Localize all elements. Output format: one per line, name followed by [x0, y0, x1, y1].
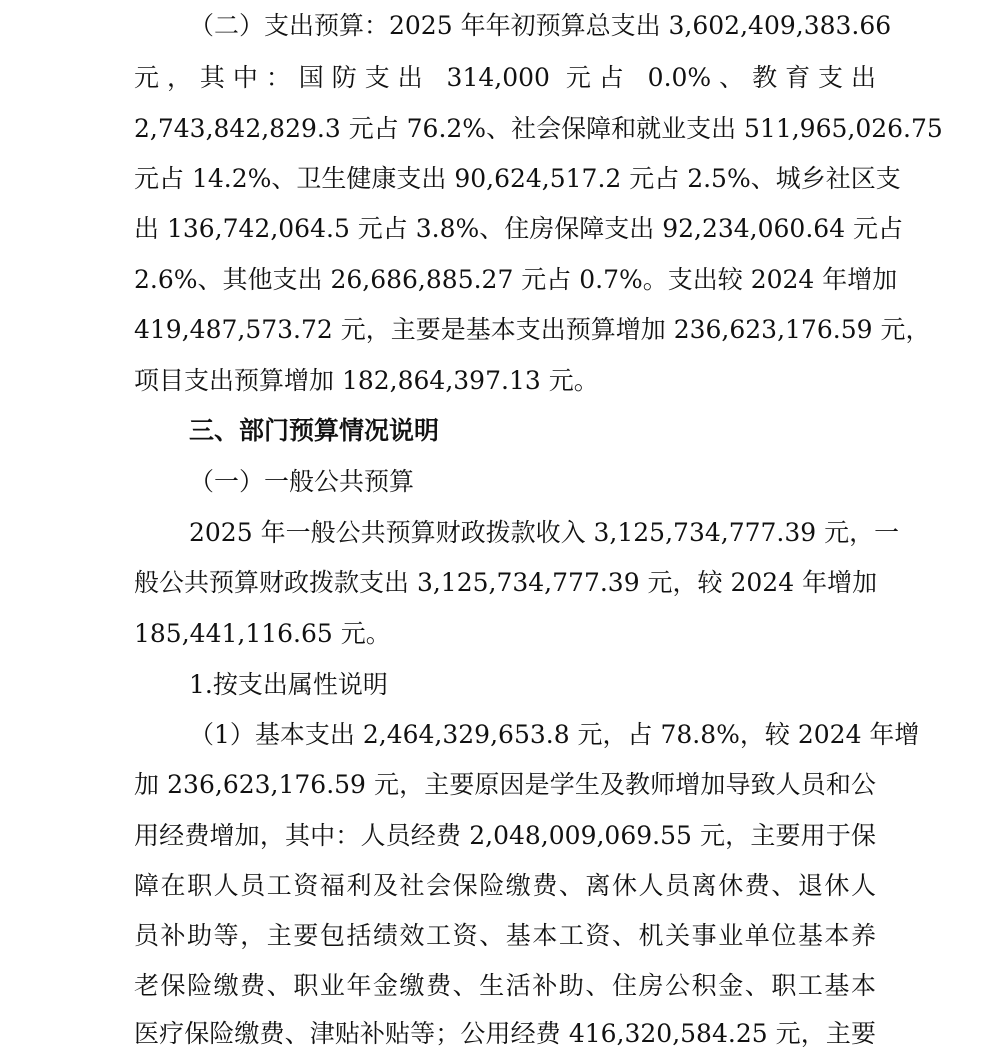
- paragraph-line: 出 136,742,064.5 元占 3.8%、住房保障支出 92,234,060.64 元占: [134, 214, 904, 243]
- paragraph-line: 元，其中：国防支出 314,000 元占 0.0%、教育支出: [134, 63, 876, 92]
- paragraph-line: 般公共预算财政拨款支出 3,125,734,777.39 元，较 2024 年增加: [134, 568, 878, 597]
- paragraph-line: 项目支出预算增加 182,864,397.13 元。: [134, 366, 599, 395]
- paragraph-line: 185,441,116.65 元。: [134, 619, 391, 648]
- paragraph-line: 2.6%、其他支出 26,686,885.27 元占 0.7%。支出较 2024 年增加: [134, 265, 898, 294]
- paragraph-line: 用经费增加，其中：人员经费 2,048,009,069.55 元，主要用于保: [134, 821, 876, 850]
- paragraph-line: 2,743,842,829.3 元占 76.2%、社会保障和就业支出 511,965,026.75: [134, 114, 943, 143]
- paragraph-line: 老保险缴费、职业年金缴费、生活补助、住房公积金、职工基本: [134, 971, 876, 1000]
- paragraph-line: （1）基本支出 2,464,329,653.8 元，占 78.8%，较 2024 年增: [189, 720, 920, 749]
- paragraph-line: 员补助等，主要包括绩效工资、基本工资、机关事业单位基本养: [134, 921, 876, 950]
- item-heading: 1.按支出属性说明: [189, 670, 388, 699]
- paragraph-line: 加 236,623,176.59 元，主要原因是学生及教师增加导致人员和公: [134, 770, 876, 799]
- paragraph-line: 障在职人员工资福利及社会保险缴费、离休人员离休费、退休人: [134, 871, 876, 900]
- paragraph-line: 医疗保险缴费、津贴补贴等；公用经费 416,320,584.25 元，主要: [134, 1019, 876, 1048]
- paragraph-line: 元占 14.2%、卫生健康支出 90,624,517.2 元占 2.5%、城乡社区支: [134, 164, 901, 193]
- paragraph-line: 419,487,573.72 元，主要是基本支出预算增加 236,623,176.59 元，: [134, 315, 931, 344]
- section-heading: 三、部门预算情况说明: [189, 416, 440, 445]
- paragraph-line: （二）支出预算：2025 年年初预算总支出 3,602,409,383.66: [189, 11, 892, 40]
- paragraph-line: 2025 年一般公共预算财政拨款收入 3,125,734,777.39 元，一: [189, 518, 900, 547]
- subsection-heading: （一）一般公共预算: [189, 467, 415, 496]
